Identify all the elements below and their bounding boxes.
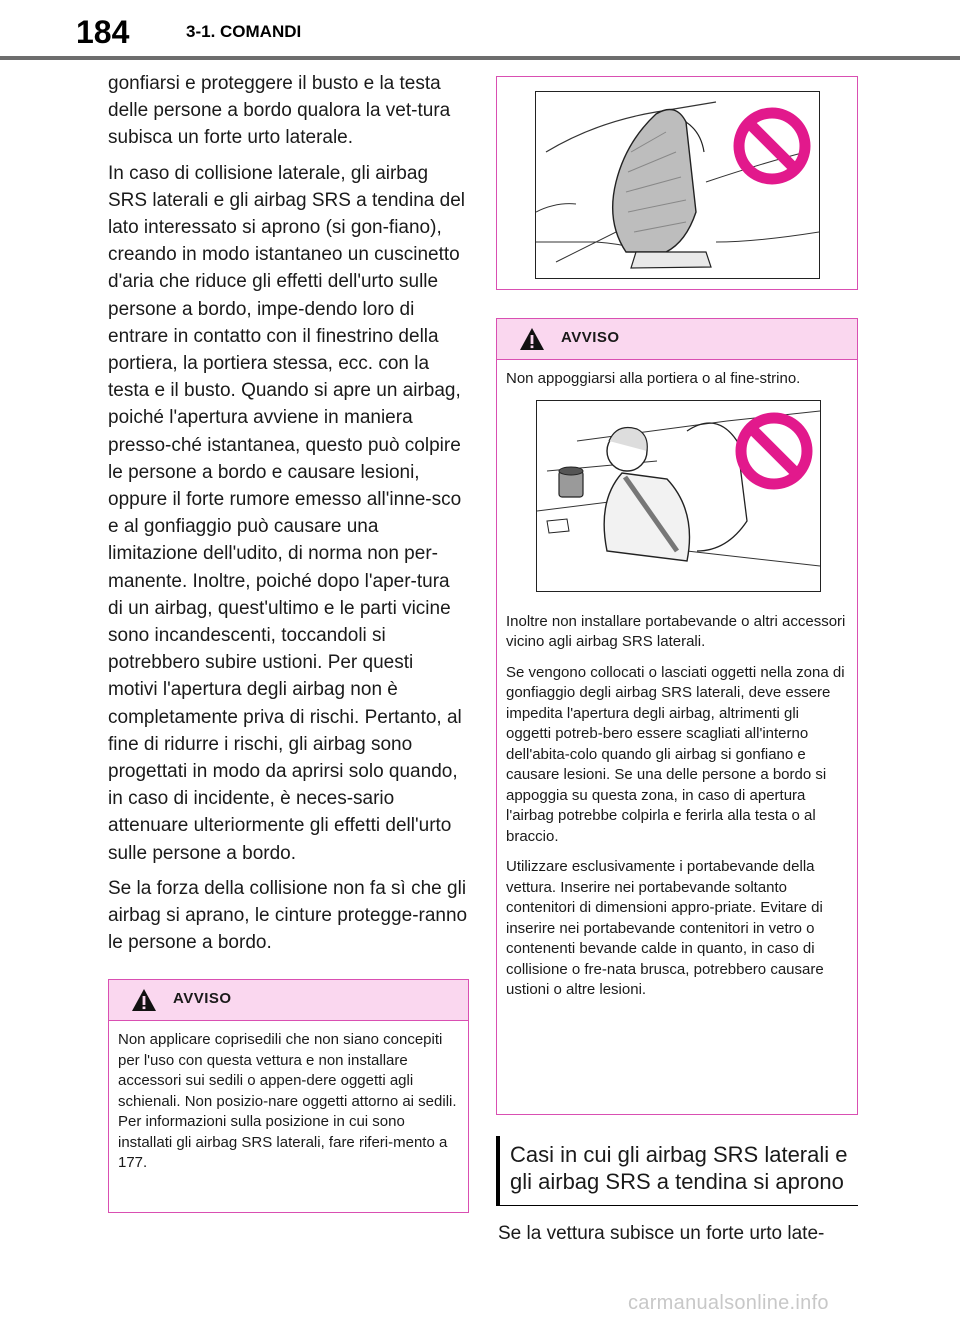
- prohibition-icon: [734, 411, 814, 491]
- warning-header: [109, 980, 468, 1021]
- illustration-area: [506, 400, 847, 600]
- warning-box-seat-covers: [108, 979, 469, 1213]
- page-number: 184: [76, 14, 130, 50]
- watermark: carmanualsonline.info: [628, 1292, 829, 1314]
- left-column: [108, 70, 468, 965]
- warning-text: Non appoggiarsi alla portiera o al fine-strino.: [506, 370, 801, 387]
- warning-header: [497, 319, 857, 360]
- warning-title: AVVISO: [173, 990, 232, 1007]
- warning-body: [497, 360, 857, 1019]
- prohibition-icon: [732, 106, 812, 186]
- warning-triangle-icon: [519, 327, 545, 351]
- warning-body: [109, 1021, 468, 1192]
- section-heading: [496, 1136, 858, 1206]
- warning-triangle-icon: [131, 988, 157, 1012]
- illustration-leaning-passenger: [536, 400, 821, 592]
- body-paragraph-continued: Se la vettura subisce un forte urto late-: [498, 1223, 825, 1244]
- section-heading-line: Casi in cui gli airbag SRS laterali e: [510, 1142, 848, 1167]
- header-rule: [0, 56, 960, 60]
- warning-text: Se vengono collocati o lasciati oggetti nella zona di gonfiaggio degli airbag SRS laterali, deve essere impedita l'apertura degli airbag, altrimenti gli oggetti potreb-bero essere scagliati all'interno dell'abita-colo quando gli airbag si gonfiano e causare lesioni. Se una delle persone a bordo si appoggia su questa zona, in caso di apertura l'airbag potrebbe colpirla e ferirla alla testa o al braccio.: [506, 663, 845, 845]
- illustration-box-seat-cover: [496, 76, 858, 290]
- warning-text: Non applicare coprisedili che non siano concepiti per l'uso con questa vettura e non installare accessori sui sedili o appen-dere oggetti agli schienali. Non posizio-nare oggetti attorno ai sedili. Per informazioni sulla posizione in cui sono installati gli airbag SRS laterali, fare riferi-mento a 177.: [118, 1031, 457, 1171]
- section-label: 3-1. COMANDI: [186, 22, 302, 41]
- illustration-seat-with-cover: [535, 91, 820, 279]
- section-heading-line: gli airbag SRS a tendina si aprono: [510, 1169, 844, 1194]
- body-paragraph: In caso di collisione laterale, gli airbag SRS laterali e gli airbag SRS a tendina del lato interessato si aprono (si gon-fiano), creando in modo istantaneo un cuscinetto d'aria che riduce gli effetti dell'urto sulle persone a bordo, impe-dendo loro di entrare in contatto con il finestrino della portiera, la portiera stessa, ecc. con la testa e il busto. Quando si apre un airbag, poiché l'apertura avviene in maniera presso-ché istantanea, questo può colpire le persone a bordo e causare lesioni, oppure il forte rumore emesso all'inne-sco e al gonfiaggio può causare una limitazione dell'udito, di norma non per-manente. Inoltre, poiché dopo l'aper-tura di un airbag, quest'ultimo e le parti vicine sono incandescenti, toccandoli si potrebbero subire ustioni. Per questi motivi l'apertura degli airbag non è completamente priva di rischi. Pertanto, al fine di ridurre i rischi, gli airbag sono progettati in modo da aprirsi solo quando, in caso di incidente, è neces-sario attenuare ulteriormente gli effetti dell'urto sulle persone a bordo.: [108, 162, 465, 864]
- warning-text: Utilizzare esclusivamente i portabevande della vettura. Inserire nei portabevande soltanto contenitori di dimensioni appro-priate. Evitare di inserire nei portabevande contenitori in vetro o contenenti bevande calde in quanto, in caso di collisione o fre-nata brusca, potrebbero causare ustioni o altre lesioni.: [506, 858, 824, 998]
- warning-title: AVVISO: [561, 329, 620, 346]
- body-paragraph: Se la forza della collisione non fa sì che gli airbag si aprano, le cinture protegge-ranno le persone a bordo.: [108, 877, 468, 954]
- warning-box-door-window: [496, 318, 858, 1115]
- page-header: [0, 0, 960, 62]
- warning-text: Inoltre non installare portabevande o altri accessori vicino agli airbag SRS laterali.: [506, 612, 846, 650]
- body-paragraph: gonfiarsi e proteggere il busto e la testa delle persone a bordo qualora la vet-tura subisca un forte urto laterale.: [108, 73, 451, 149]
